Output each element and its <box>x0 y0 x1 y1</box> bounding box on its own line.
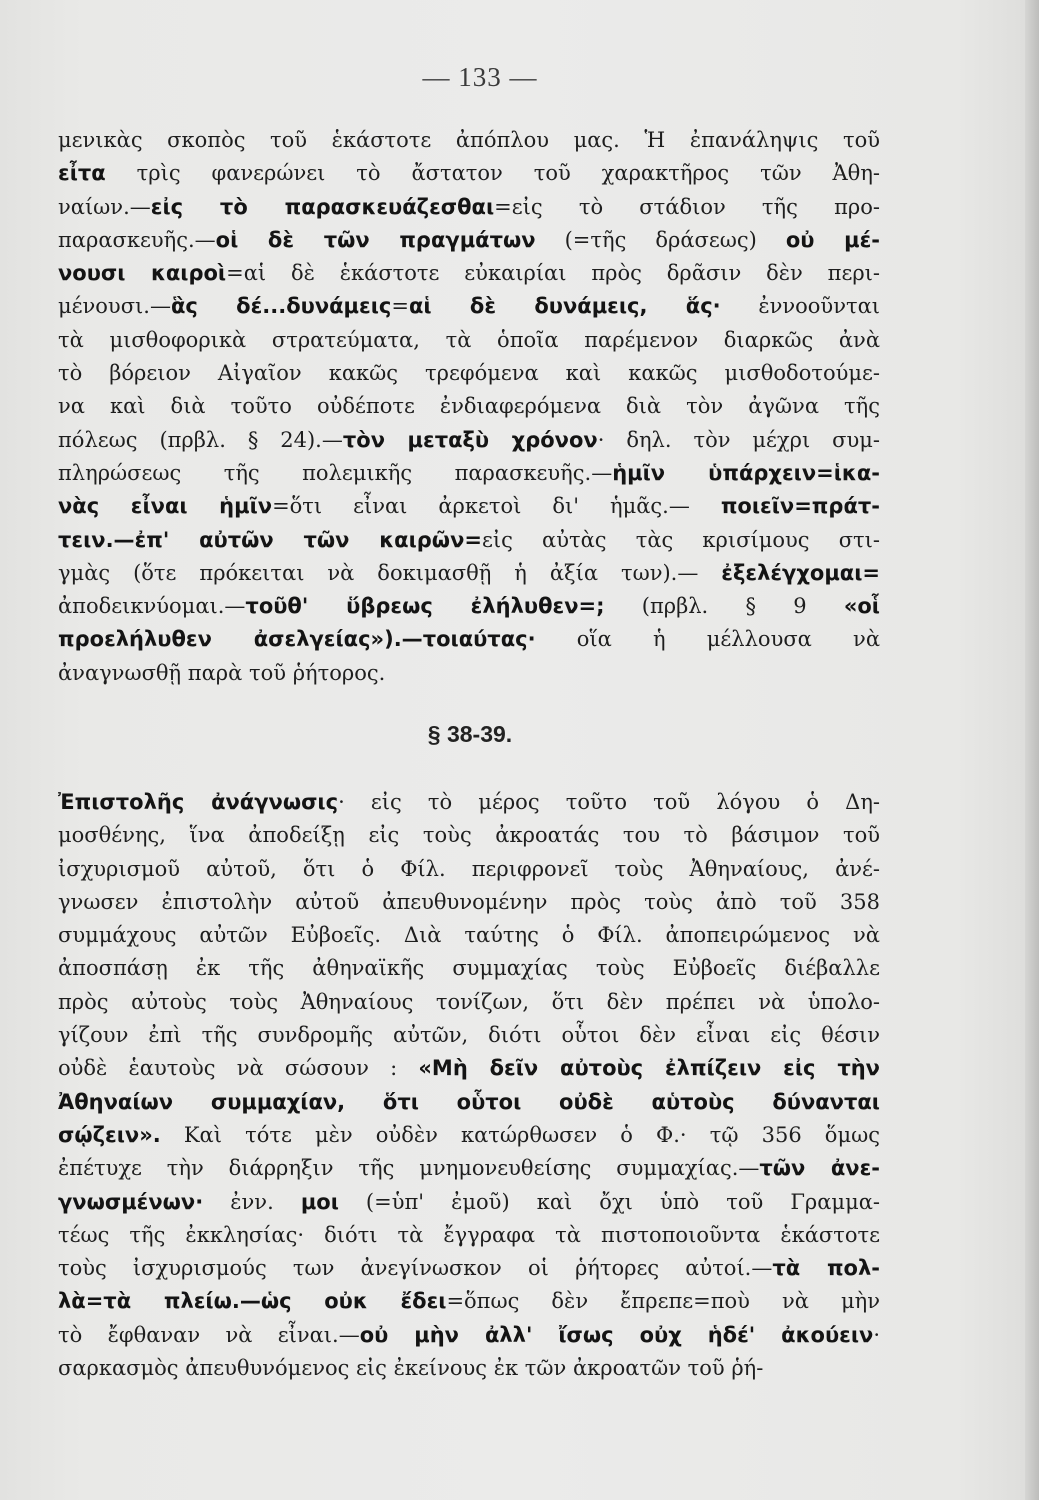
text-line <box>58 1152 880 1185</box>
bold-phrase: Ἐπιστολῆς ἀνάγνωσις <box>58 790 339 814</box>
text-run: πόλεως (πρβλ. § 24).— <box>58 427 343 452</box>
page-edge <box>1025 0 1039 1500</box>
text-run: τέως τῆς ἐκκλησίας· διότι τὰ ἔγγραφα τὰ πιστοποιοῦντα ἑκάστοτε <box>58 1222 880 1247</box>
text-run: =ὅτι εἶναι ἀρκετοὶ δι' ἡμᾶς.— <box>272 494 721 519</box>
text-line <box>58 257 880 290</box>
text-run: παρασκευῆς.— <box>58 227 216 252</box>
text-line <box>58 557 880 590</box>
text-line <box>58 886 880 919</box>
text-line <box>58 786 880 819</box>
bold-phrase: γνωσμένων· <box>58 1189 204 1214</box>
bold-phrase: «Μὴ δεῖν αὐτοὺς ἐλπίζειν εἰς τὴν <box>418 1056 880 1081</box>
text-run: ναίων.— <box>58 194 151 219</box>
text-run: μενικὰς σκοπὸς τοῦ ἑκάστοτε ἀπόπλου μας. Ἡ ἐπανάληψις τοῦ <box>58 128 880 152</box>
text-run: ἀποδεικνύομαι.— <box>58 594 246 619</box>
text-run: · <box>873 1322 880 1347</box>
bold-phrase: ὡς οὐκ ἔδει <box>260 1289 447 1314</box>
bold-phrase: μοι <box>300 1189 339 1214</box>
text-line <box>58 819 880 852</box>
bold-phrase: ἃς δέ...δυνάμεις <box>170 294 392 319</box>
text-line <box>58 590 880 623</box>
text-run: (=ὑπ' ἐμοῦ) καὶ ὄχι ὑπὸ τοῦ Γραμμα- <box>338 1189 880 1214</box>
bold-phrase: τὰ πολ- <box>772 1256 880 1281</box>
text-run: Καὶ τότε μὲν οὐδὲν κατώρθωσεν ὁ Φ.· τῷ 356 ὅμως <box>160 1122 880 1147</box>
text-line <box>58 1252 880 1285</box>
bold-phrase: οἱ δὲ τῶν πραγμάτων <box>215 227 536 252</box>
text-run: ἀναγνωσθῇ παρὰ τοῦ ῥήτορος. <box>58 660 386 685</box>
text-run: συμμάχους αὐτῶν Εὐβοεῖς. Διὰ ταύτης ὁ Φίλ. ἀποπειρώμενος νὰ <box>58 923 880 948</box>
text-run: τρὶς φανερώνει τὸ ἄστατον τοῦ χαρακτῆρος τῶν Ἀθη- <box>105 161 880 186</box>
text-run: γνωσεν ἐπιστολὴν αὐτοῦ ἀπευθυνομένην πρὸς τοὺς ἀπὸ τοῦ 358 <box>58 889 880 914</box>
text-run: =εἰς τὸ στάδιον τῆς προ- <box>494 194 880 219</box>
text-line <box>58 157 880 190</box>
text-run: =αἱ δὲ ἑκάστοτε εὐκαιρίαι πρὸς δρᾶσιν δὲν περι- <box>226 261 880 286</box>
page-number: — 133 — <box>422 62 538 92</box>
text-run: εἰς αὐτὰς τὰς κρισίμους στι- <box>481 527 880 552</box>
text-run: μοσθένης, ἵνα ἀποδείξῃ εἰς τοὺς ἀκροατάς του τὸ βάσιμον τοῦ <box>58 823 880 848</box>
text-run: ἐπέτυχε τὴν διάρρηξιν τῆς μνημονευθείσης συμμαχίας.— <box>58 1156 760 1181</box>
bold-phrase: νὰς εἶναι ἡμῖν <box>58 494 273 519</box>
bold-phrase: εἰς τὸ παρασκευάζεσθαι <box>150 194 495 219</box>
text-run: πληρώσεως τῆς πολεμικῆς παρασκευῆς.— <box>58 460 613 485</box>
text-run: τὰ μισθοφορικὰ στρατεύματα, τὰ ὁποῖα παρέμενον διαρκῶς ἀνὰ <box>58 327 880 352</box>
text-run: ἰσχυρισμοῦ αὐτοῦ, ὅτι ὁ Φίλ. περιφρονεῖ τοὺς Ἀθηναίους, ἀνέ- <box>58 856 880 881</box>
text-block-section-38-39 <box>58 786 880 1385</box>
text-line <box>58 1352 880 1385</box>
bold-phrase: ποιεῖν=πράτ- <box>720 494 880 519</box>
text-line <box>58 524 880 557</box>
bold-phrase: αἱ δὲ δυνάμεις, ἅς· <box>408 294 721 319</box>
text-line <box>58 1019 880 1052</box>
bold-phrase: Ἀθηναίων συμμαχίαν, ὅτι οὗτοι οὐδὲ αὑτοὺς δύνανται <box>58 1089 880 1114</box>
bold-phrase: ἡμῖν ὑπάρχειν=ἱκα- <box>612 460 880 485</box>
text-line <box>58 1119 880 1152</box>
text-block-commentary <box>58 124 880 690</box>
section-heading: § 38-39. <box>427 721 513 747</box>
bold-phrase: εἶτα <box>58 161 106 186</box>
text-line <box>58 224 880 257</box>
bold-phrase: τοῦθ' ὕβρεως ἐλήλυθεν=; <box>245 594 605 619</box>
text-run: μένουσι.— <box>58 294 171 319</box>
bold-phrase: τὸν μεταξὺ χρόνον <box>342 427 598 452</box>
text-run: τὸ βόρειον Αἰγαῖον κακῶς τρεφόμενα καὶ κακῶς μισθοδοτούμε- <box>58 361 880 386</box>
text-run: (πρβλ. § 9 <box>604 594 844 619</box>
bold-phrase: οὐ μὴν ἀλλ' ἴσως οὐχ ἡδέ' ἀκούειν <box>359 1322 874 1347</box>
text-line <box>58 623 880 656</box>
text-run: ἀποσπάσῃ ἐκ τῆς ἀθηναϊκῆς συμμαχίας τοὺς Εὐβοεῖς διέβαλλε <box>58 956 880 981</box>
text-run: · εἰς τὸ μέρος τοῦτο τοῦ λόγου ὁ Δη- <box>338 790 880 814</box>
text-run: ἐνν. <box>203 1189 301 1214</box>
bold-phrase: σῴζειν». <box>58 1122 161 1147</box>
text-run: τὸ ἔφθαναν νὰ εἶναι.— <box>58 1322 360 1347</box>
text-line <box>58 357 880 390</box>
text-run: τοὺς ἰσχυρισμούς των ἀνεγίνωσκον οἱ ῥήτορες αὐτοί.— <box>58 1256 773 1281</box>
text-line <box>58 853 880 886</box>
bold-phrase: λὰ=τὰ πλείω.— <box>58 1289 261 1314</box>
text-line <box>58 1052 880 1085</box>
text-run: να καὶ διὰ τοῦτο οὐδέποτε ἐνδιαφερόμενα διὰ τὸν ἀγῶνα τῆς <box>58 394 880 419</box>
text-run: γίζουν ἐπὶ τῆς συνδρομῆς αὐτῶν, διότι οὗτοι δὲν εἶναι εἰς θέσιν <box>58 1023 880 1048</box>
text-line <box>58 657 880 690</box>
bold-phrase: ἐξελέγχομαι= <box>721 560 880 585</box>
text-line <box>58 390 880 423</box>
text-line <box>58 457 880 490</box>
text-line <box>58 1186 880 1219</box>
text-run: πρὸς αὐτοὺς τοὺς Ἀθηναίους τονίζων, ὅτι δὲν πρέπει νὰ ὑπολο- <box>58 989 880 1014</box>
bold-phrase: τοιαύτας· <box>422 627 536 652</box>
text-run: σαρκασμὸς ἀπευθυνόμενος εἰς ἐκείνους ἐκ τῶν ἀκροατῶν τοῦ ῥή- <box>58 1356 764 1381</box>
text-line <box>58 1086 880 1119</box>
bold-phrase: τῶν ἀνε- <box>759 1156 880 1181</box>
text-line <box>58 324 880 357</box>
text-run: =ὅπως δὲν ἔπρεπε=ποὺ νὰ μὴν <box>446 1289 880 1314</box>
text-run: γμὰς (ὅτε πρόκειται νὰ δοκιμασθῇ ἡ ἀξία των).— <box>58 560 722 585</box>
text-run: · δηλ. τὸν μέχρι συμ- <box>597 427 880 452</box>
text-line <box>58 424 880 457</box>
bold-phrase: νουσι καιροὶ <box>58 261 227 286</box>
bold-phrase: ἐπ' αὐτῶν τῶν καιρῶν= <box>134 527 482 552</box>
text-line <box>58 490 880 523</box>
text-run: = <box>391 294 409 319</box>
text-run: οἵα ἡ μέλλουσα νὰ <box>535 627 880 652</box>
text-run: (=τῆς δράσεως) <box>535 227 786 252</box>
text-line <box>58 124 880 157</box>
text-line <box>58 919 880 952</box>
text-line <box>58 290 880 323</box>
text-line <box>58 1285 880 1318</box>
bold-phrase: «οἷ <box>843 594 880 619</box>
text-run: ἐννοοῦνται <box>720 294 880 319</box>
text-line <box>58 1319 880 1352</box>
text-run: οὐδὲ ἑαυτοὺς νὰ σώσουν : <box>58 1056 419 1081</box>
text-line <box>58 986 880 1019</box>
text-line <box>58 1219 880 1252</box>
text-line <box>58 952 880 985</box>
bold-phrase: προελήλυθεν ἀσελγείας»).— <box>58 627 423 652</box>
text-line <box>58 191 880 224</box>
bold-phrase: οὐ μέ- <box>785 227 880 252</box>
bold-phrase: τειν.— <box>58 527 135 552</box>
